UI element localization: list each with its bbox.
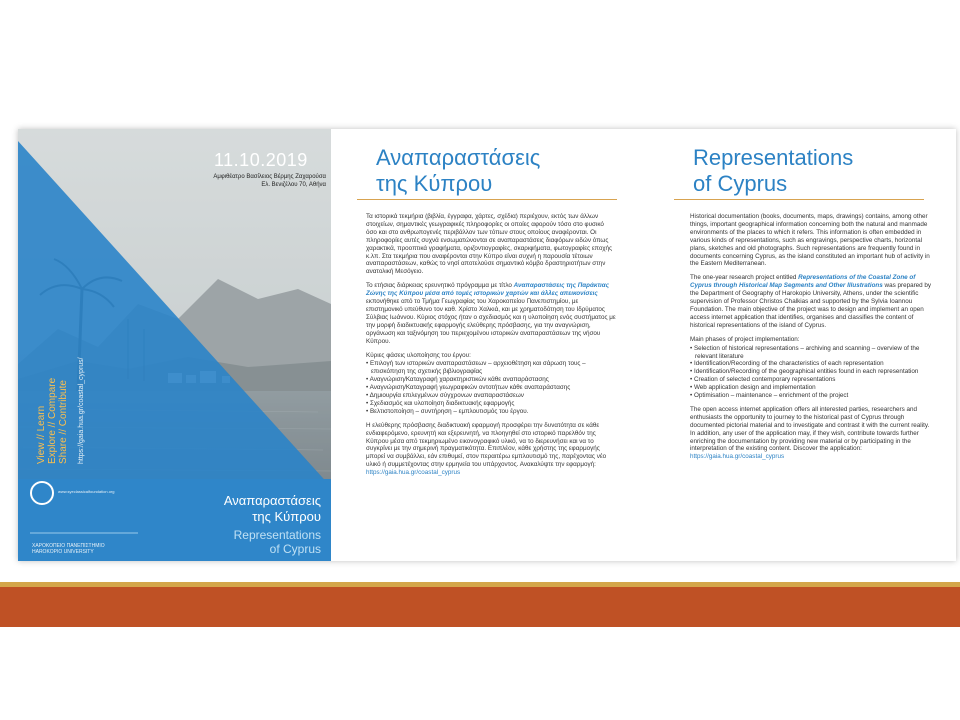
greek-paragraph-3 [366, 422, 616, 477]
greek-panel [331, 129, 644, 561]
list-item: • Creation of selected contemporary representations [690, 376, 836, 384]
event-date: 11.10.2019 [214, 150, 308, 170]
greek-body [366, 213, 616, 483]
university-name-greek: ΧΑΡΟΚΟΠΕΙΟ ΠΑΝΕΠΙΣΤΗΜΙΟ [32, 543, 105, 549]
english-body [690, 213, 936, 467]
list-item: • Αναγνώριση/Καταγραφή χαρακτηριστικών κάθε αναπαράστασης [366, 376, 549, 384]
list-item: • Web application design and implementation [690, 384, 816, 392]
brochure [18, 129, 956, 561]
greek-title-line-1: Αναπαραστάσεις [376, 145, 541, 170]
greek-title-line-2: της Κύπρου [376, 171, 493, 196]
list-item: • Identification/Recording of the geographical entities found in each representation [690, 368, 919, 376]
english-p2-rest: was prepared by the Department of Geography of Harokopio University, Athens, under the scientific supervision of Professor Christos Chalkias and supported by the Sylvia Ioannou Foundation. The main objective of the project was to design and implement an open access internet application that identifies, organises and classifies the content of historical representations of the island of Cyprus. [690, 282, 932, 329]
english-title-line-2: of Cyprus [693, 171, 788, 196]
greek-project-title: Αναπαραστάσεις της Παράκτιας Ζώνης της Κύπρου μέσα από τομές ιστορικών χαρτών και άλλες απεικονίσεις [366, 282, 610, 298]
tagline-view-learn: View // Learn [36, 405, 47, 464]
english-app-link[interactable]: https://gaia.hua.gr/coastal_cyprus [690, 453, 785, 461]
english-phases-list [690, 345, 936, 400]
cover-url[interactable]: https://gaia.hua.gr/coastal_cyprus/ [78, 357, 85, 464]
greek-paragraph-1: Τα ιστορικά τεκμήρια (βιβλία, έγγραφα, χάρτες, σχέδια) περιέχουν, εκτός των άλλων στοιχείων, σημαντικές γεωγραφικές πληροφορίες οι οποίες αφορούν τόσο στο φυσικό όσο και στο ανθρωπογενές περιβάλλον των τόπων στους οποίους αναφέρονται. Οι πληροφορίες αυτές συχνά ενσωματώνονται σε αναπαραστάσεις διαφόρων ειδών όπως χαρακτικά, προοπτικά γραφήματα, οριζοντιογραφίες, σκαριφήματα, φωτογραφίες εποχής κ.λπ. Στα τεκμήρια που αναφέρονται στην Κύπρο είναι συχνή η παρουσία τέτοιων αναπαραστάσεων, καθώς το νησί αποτελούσε σημαντικό κόμβο δραστηριοτήτων στην ανατολική Μεσόγειο. [366, 213, 613, 276]
list-item: • Βελτιστοποίηση – συντήρηση – εμπλουτισμός του έργου. [366, 407, 529, 415]
cover-title-english-line-2: of Cyprus [269, 542, 321, 556]
list-item: • Identification/Recording of the characteristics of each representation [690, 360, 884, 368]
footer-rust-bar [0, 587, 960, 627]
tagline-share-contribute: Share // Contribute [58, 380, 69, 464]
english-title-line-1: Representations [693, 145, 854, 170]
english-paragraph-2 [690, 274, 936, 329]
english-title [693, 145, 853, 197]
english-project-title: Representations of the Coastal Zone of Cyprus through Historical Map Segments and Other Illustrations [690, 274, 916, 290]
english-paragraph-3 [690, 406, 936, 461]
cover-panel [18, 129, 331, 561]
cover-tagline [36, 378, 69, 464]
list-item: • Σχεδιασμός και υλοποίηση διαδικτυακής εφαρμογής [366, 399, 515, 407]
list-item: • Selection of historical representations – archiving and scanning – overview of the relevant literature [690, 344, 920, 360]
english-p3-text: The open access internet application offers all interested parties, researchers and enthusiasts the opportunity to journey to the historical past of Cyprus through documented pictorial material and to investigate and contrast it with the current reality. In addition, any user of the application may, if they wish, contribute towards further enriching the documentation by providing new material or by participating in the interpretation of the existing content. Discover the application: [690, 405, 930, 453]
university-name-english: HAROKOPIO UNIVERSITY [32, 549, 94, 555]
english-p2-intro: The one-year research project entitled [690, 274, 799, 282]
list-item: • Επιλογή των ιστορικών αναπαραστάσεων – αρχειοθέτηση και σάρωση τους – επισκόπηση της σχετικής βιβλιογραφίας [366, 360, 586, 376]
cover-title-greek [224, 493, 321, 525]
venue-line-2: Ελ. Βενιζέλου 70, Αθήνα [261, 182, 326, 188]
cover-title-english-line-1: Representations [233, 528, 321, 542]
foundation-site: www.syeclassicalfoundation.org [58, 489, 115, 494]
greek-paragraph-2 [366, 282, 616, 345]
list-item: • Δημιουργία επιλεγμένων σύγχρονων αναπαραστάσεων [366, 392, 524, 400]
cover-title-english [234, 528, 321, 556]
greek-app-link[interactable]: https://gaia.hua.gr/coastal_cyprus [366, 469, 461, 477]
greek-divider [357, 199, 617, 200]
list-item: • Αναγνώριση/Καταγραφή γεωγραφικών οντοτήτων κάθε αναπαράστασης [366, 384, 571, 392]
university-logo [32, 543, 105, 555]
greek-p3-text: Η ελεύθερης πρόσβασης διαδικτυακή εφαρμογή προσφέρει την δυνατότητα σε κάθε ενδιαφερόμενο, ερευνητή και εξερευνητή, να πλοηγηθεί στο ιστορικό παρελθόν της Κύπρου μέσα από τεκμηριωμένο εικονογραφικό υλικό, να το διερευνήσει και να το συγκρίνει με την σημερινή πραγματικότητα. Επιπλέον, κάθε χρήστης της εφαρμογής μπορεί να συμβάλλει, εάν επιθυμεί, στον περαιτέρω εμπλουτισμό της, παρέχοντας νέο υλικό ή συμμετέχοντας στην ερμηνεία του υπάρχοντος. Ανακαλύψτε την εφαρμογή: [366, 421, 607, 469]
list-item: • Optimisation – maintenance – enrichment of the project [690, 392, 849, 400]
tagline-explore-compare: Explore // Compare [47, 377, 58, 464]
english-paragraph-1: Historical documentation (books, documents, maps, drawings) contains, among other things, important geographical information concerning both the natural and manmade environments of the places to which it refers. This information is often embedded in various kinds of representations, such as engravings, perspective charts, horizontal plans, sketches and old photographs. Such representations are frequently found in documents concerning Cyprus, as the island constituted an important hub of activity in the Eastern Mediterranean. [690, 213, 930, 268]
english-phases-title: Main phases of project implementation: [690, 335, 800, 343]
english-panel [644, 129, 956, 561]
foundation-logo-icon [30, 481, 54, 505]
greek-p2-intro: Το ετήσιας διάρκειας ερευνητικό πρόγραμμα με τίτλο [366, 282, 514, 290]
greek-p2-rest: εκπονήθηκε από το Τμήμα Γεωγραφίας του Χαροκοπείου Πανεπιστημίου, με επιστημονικό υπεύθυνο τον καθ. Χρίστο Χαλκιά, και με χρηματοδότηση του Ιδρύματος Σύλβιας Ιωάννου. Κύριος στόχος ήταν ο σχεδιασμός και η υλοποίηση ενός συστήματος με την μορφή διαδικτυακής εφαρμογής ελεύθερης πρόσβασης, για την αναγνώριση, οργάνωση και ταξινόμηση του περιεχομένου ιστορικών αναπαραστάσεων της νήσου Κύπρου. [366, 298, 616, 345]
english-divider [674, 199, 924, 200]
greek-phases-title: Κύριες φάσεις υλοποίησης του έργου: [366, 351, 471, 359]
cover-title-greek-line-2: της Κύπρου [252, 509, 321, 524]
greek-title [376, 145, 540, 197]
event-venue [138, 173, 326, 189]
venue-line-1: Αμφιθέατρο Βασίλειος Βέρμης Ζαχαρούσα [213, 174, 326, 180]
cover-title-greek-line-1: Αναπαραστάσεις [223, 493, 321, 508]
greek-phases-list [366, 360, 616, 415]
